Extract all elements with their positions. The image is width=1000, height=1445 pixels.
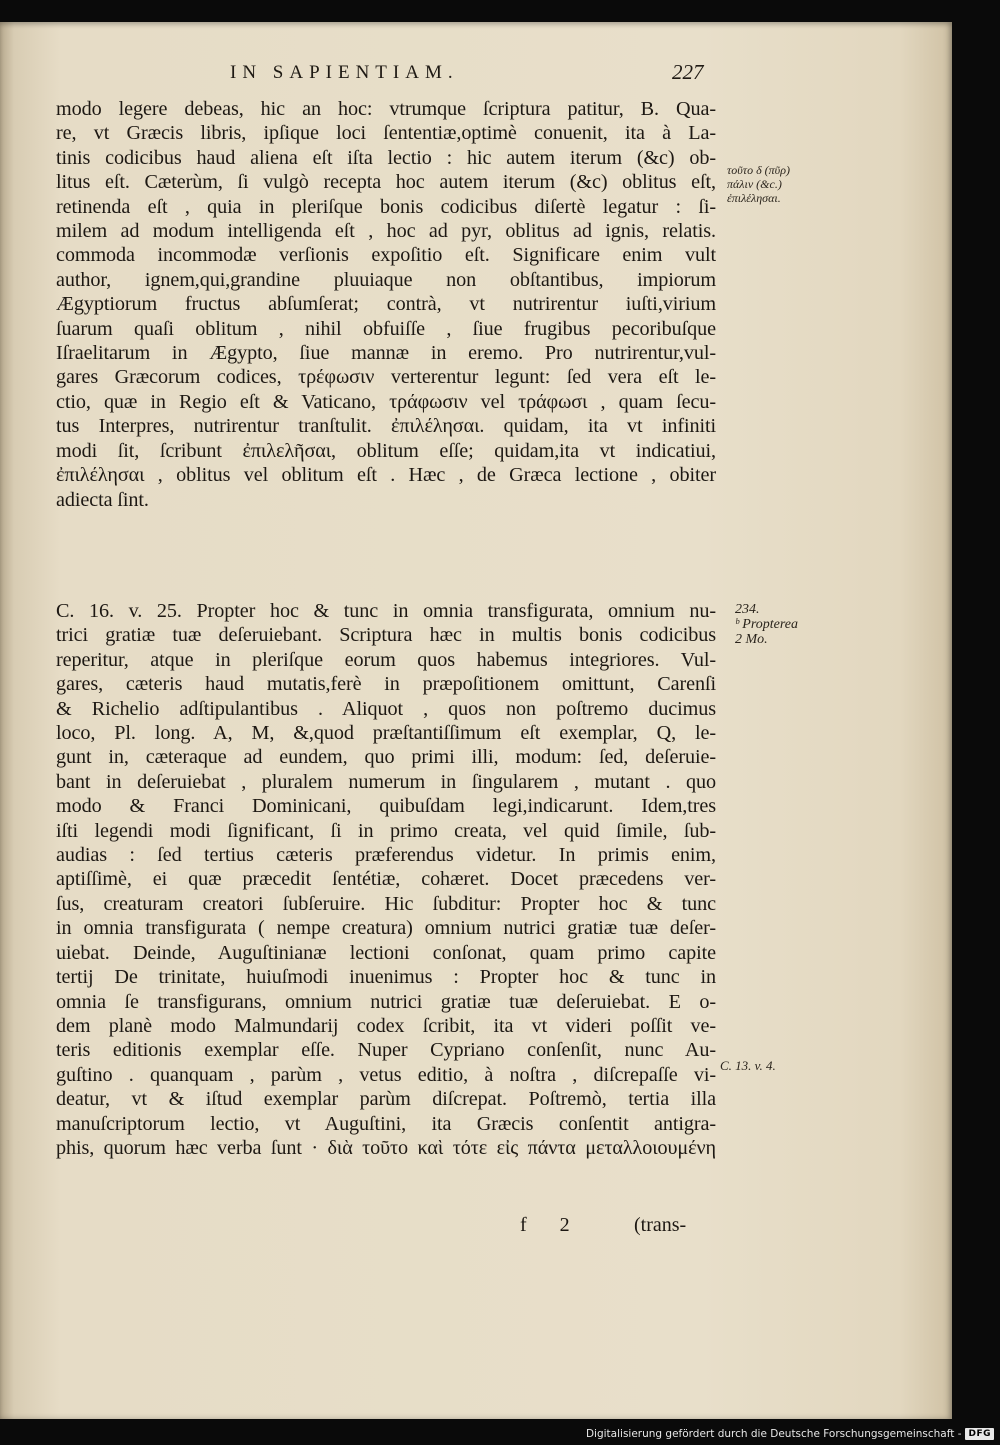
note-line: 234.: [735, 602, 760, 617]
text-line: Ægyptiorum fructus abſumſerat; contrà, vt nutrirentur iuſti,virium: [56, 293, 716, 316]
note-line: τοῦτο δ (πῦρ): [727, 163, 790, 177]
text-line: trici gratiæ tuæ deſeruiebant. Scriptura hæc in multis bonis codicibus: [56, 624, 716, 647]
text-line: tus Interpres, nutrirentur tranſtulit. ἐπιλέλησαι. quidam, ita vt infiniti: [56, 415, 716, 438]
text-line: phis, quorum hæc verba ſunt · διὰ τοῦτο καὶ τότε εἰς πάντα μεταλλοιουμένη: [56, 1136, 716, 1159]
text-line: tinis codicibus haud aliena eſt iſta lectio : hic autem iterum (&c) ob-: [56, 146, 716, 169]
text-line: dem planè modo Malmundarij codex ſcribit, ita vt videri poſſit ve-: [56, 1014, 716, 1037]
text-line: loco, Pl. long. A, M, &,quod præſtantiſſimum eſt exemplar, Q, le-: [56, 722, 716, 745]
text-line: gares Græcorum codices, τρέφωσιν verterentur legunt: ſed vera eſt le-: [56, 366, 716, 389]
text-line: litus eſt. Cæterùm, ſi vulgò recepta hoc autem iterum (&c) oblitus eſt,: [56, 171, 716, 194]
text-line: gunt in, cæteraque ad eundem, quo primi illi, modum: ſed, deſeruie-: [56, 746, 716, 769]
paragraph-1: [56, 97, 716, 512]
text-line: deatur, vt & iſtud exemplar parùm diſcrepat. Poſtremò, tertia illa: [56, 1088, 716, 1111]
dfg-logo-icon: DFG: [965, 1428, 994, 1440]
catchword: (trans-: [634, 1214, 687, 1236]
page-number: 227: [672, 60, 704, 84]
running-head: IN SAPIENTIAM.: [230, 62, 459, 83]
text-line: teris editionis exemplar eſſe. Nuper Cypriano conſenſit, nunc Au-: [56, 1039, 716, 1062]
text-line: ſus, creaturam creatori ſubſeruire. Hic ſubditur: Propter hoc & tunc: [56, 892, 716, 915]
text-line: modi ſit, ſcribunt ἐπιλελῆσαι, oblitum eſſe; quidam,ita vt indicatiui,: [56, 439, 716, 462]
text-line: tertij De trinitate, huiuſmodi inuenimus : Propter hoc & tunc in: [56, 966, 716, 989]
text-line: reperitur, atque in pleriſque eorum quos habemus integriores. Vul-: [56, 648, 716, 671]
text-line: retinenda eſt , quia in pleriſque bonis codicibus diſertè legatur : ſi-: [56, 195, 716, 218]
signature-mark: f 2: [520, 1214, 570, 1236]
text-line: commoda incommodæ verſionis expoſitio eſt. Significare enim vult: [56, 244, 716, 267]
text-line: milem ad modum intelligenda eſt , hoc ad pyr, oblitus ad ignis, relatis.: [56, 220, 716, 243]
marginal-note-greek: [727, 163, 822, 205]
paragraph-2: [56, 599, 716, 1160]
text-line: audias : ſed tertius cæteris præferendus videtur. In primis enim,: [56, 844, 716, 867]
text-line: in omnia transfigurata ( nempe creatura) omnium nutrici gratiæ tuæ deſer-: [56, 917, 716, 940]
note-line: 2 Mo.: [735, 632, 768, 647]
marginal-note-reference: [735, 602, 815, 647]
marginal-note-citation: [720, 1059, 800, 1073]
text-line: C. 16. v. 25. Propter hoc & tunc in omnia transfigurata, omnium nu-: [56, 600, 716, 622]
text-line: manuſcriptorum lectio, vt Auguſtini, ita Græcis conſentit antigra-: [56, 1112, 716, 1135]
footer-text: Digitalisierung gefördert durch die Deutsche Forschungsgemeinschaft -: [585, 1428, 962, 1440]
text-line: ctio, quæ in Regio eſt & Vaticano, τράφωσιν vel τράφωσι , quam ſecu-: [56, 390, 716, 413]
text-line: ſuarum quaſi oblitum , nihil obfuiſſe , ſiue frugibus pecoribuſque: [56, 317, 716, 340]
text-line: aptiſſimè, ei quæ præcedit ſentétiæ, cohæret. Docet præcedens ver-: [56, 868, 716, 891]
text-line: ἐπιλέλησαι , oblitus vel oblitum eſt . Hæc , de Græca lectione , obiter: [56, 464, 716, 487]
text-line: modo & Franci Dominicani, quibuſdam legi,indicarunt. Idem,tres: [56, 795, 716, 818]
text-line: bant in deſeruiebat , pluralem numerum in ſingularem , mutant . quo: [56, 770, 716, 793]
funding-footer: [586, 1426, 994, 1442]
text-line: iſti legendi modi ſignificant, ſi in primo creata, vel quid ſimile, ſub-: [56, 819, 716, 842]
text-line: modo legere debeas, hic an hoc: vtrumque ſcriptura patitur, B. Qua-: [56, 98, 716, 120]
text-line: re, vt Græcis libris, ipſique loci ſententiæ,optimè conuenit, ita à La-: [56, 122, 716, 145]
note-line: C. 13. v. 4.: [720, 1058, 776, 1073]
book-page: [0, 22, 952, 1419]
note-line: πάλιν (&c.): [727, 177, 782, 191]
text-line: gares, cæteris haud mutatis,ferè in præpoſitionem omittunt, Carenſi: [56, 673, 716, 696]
text-line: omnia ſe transfigurans, omnium nutrici gratiæ tuæ deſeruiebat. E o-: [56, 990, 716, 1013]
text-line: uiebat. Deinde, Auguſtinianæ lectioni conſonat, quam primo capite: [56, 941, 716, 964]
text-line: guſtino . quanquam , parùm , vetus editio, à noſtra , diſcrepaſſe vi-: [56, 1063, 716, 1086]
note-line: ἐπιλέλησαι.: [727, 191, 781, 205]
text-line: & Richelio adſtipulantibus . Aliquot , quos non poſtremo ducimus: [56, 697, 716, 720]
text-line: adiecta ſint.: [56, 488, 149, 511]
note-line: ᵇ Propterea: [735, 617, 798, 632]
text-line: Iſraelitarum in Ægypto, ſiue mannæ in eremo. Pro nutrirentur,vul-: [56, 342, 716, 365]
text-line: author, ignem,qui,grandine pluuiaque non obſtantibus, impiorum: [56, 268, 716, 291]
